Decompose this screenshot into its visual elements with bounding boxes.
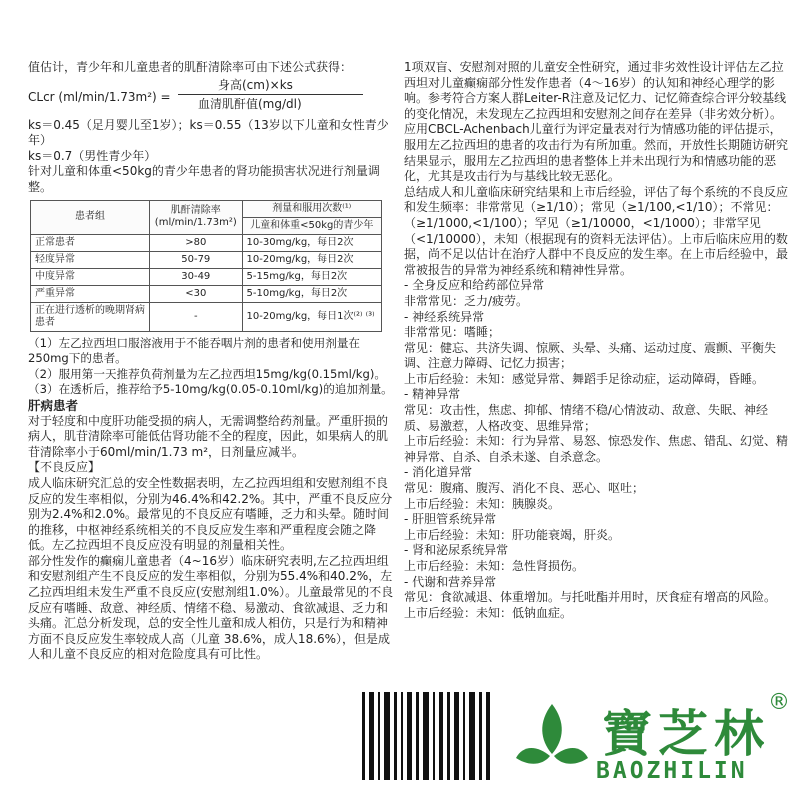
section-psychiatric-item: 上市后经验：未知：行为异常、易怒、惊恐发作、焦虑、错乱、幻觉、精神异常、自杀、自杀未遂、自杀意念。: [404, 434, 789, 464]
footnote-2: （2）服用第一天推荐负荷剂量为左乙拉西坦15mg/kg(0.15ml/kg)。: [28, 366, 386, 381]
brand-name-chinese: 寶芝林: [602, 704, 770, 763]
section-hepatobiliary: - 肝胆管系统异常: [404, 512, 497, 527]
table-header-clearance: 肌酐清除率 (ml/min/1.73m²): [150, 200, 243, 234]
table-row: [31, 285, 382, 302]
section-metabolic-item: 上市后经验：未知：低钠血症。: [404, 605, 573, 620]
table-row: [31, 268, 382, 285]
dose-adjust-text: 针对儿童和体重<50kg的青少年患者的肾功能损害状况进行剂量调整。: [28, 164, 380, 194]
table-row: [31, 302, 382, 331]
formula-lhs: CLcr (ml/min/1.73m²) =: [28, 89, 171, 104]
section-psychiatric-item: 常见：攻击性，焦虑、抑郁、情绪不稳/心情波动、敌意、失眠、神经质、易激惹，人格改变、思维异常；: [404, 403, 769, 433]
table-cell-dose: 5-15mg/kg，每日2次: [242, 268, 381, 285]
registered-mark: ®: [768, 690, 790, 715]
adverse-heading: 【不良反应】: [28, 460, 101, 475]
right-paragraph-1: 1项双盲、安慰剂对照的儿童安全性研究，通过非劣效性设计评估左乙拉西坦对儿童癫痫部分性发作患者（4～16岁）的认知和神经心理学的影响。参考符合方案人群Leiter-R注意及记忆力、记忆筛查综合评分较基线的变化情况，未发现左乙拉西坦和安慰剂之间存在差异（非劣效分析）。应用CBCL-Achenbach儿童行为评定量表对行为情感功能的评估提示，服用左乙拉西坦的患者的攻击行为有所加重。然而，开放性长期随访研究结果显示，服用左乙拉西坦的患者整体上并未出现行为和情感功能的恶化，尤其是攻击行为与基线比较无恶化。: [404, 60, 789, 184]
adverse-paragraph-1: 成人临床研究汇总的安全性数据表明，左乙拉西坦组和安慰剂组不良反应的发生率相似，分别为46.4%和42.2%。其中，严重不良反应分别为2.4%和2.0%。最常见的不良反应有嗜睡，乏力和头晕。随时间的推移，中枢神经系统相关的不良反应发生率和严重程度会随之降低。左乙拉西坦不良反应没有明显的剂量相关性。: [28, 475, 393, 553]
brand-logo: [510, 686, 800, 796]
liver-heading: 肝病患者: [28, 397, 79, 413]
table-cell-dose: 5-10mg/kg，每日2次: [242, 285, 381, 302]
renal-dose-table: [30, 200, 382, 332]
left-column: [28, 60, 398, 663]
table-cell-dose: 10-30mg/kg，每日2次: [242, 234, 381, 251]
table-row: [31, 251, 382, 268]
liver-text: 对于轻度和中度肝功能受损的病人，无需调整给药剂量。严重肝损的病人，肌苷清除率可能低估肾功能不全的程度，因此，如果病人的肌苷清除率小于60ml/min/1.73 m²，日剂量应减半。: [28, 413, 389, 459]
table-cell-clearance: <30: [150, 285, 243, 302]
section-renal: - 肾和泌尿系统异常: [404, 543, 509, 558]
table-cell-group: 轻度异常: [31, 251, 150, 268]
section-nervous-item: 上市后经验：未知：感觉异常、舞蹈手足徐动症，运动障碍，昏睡。: [404, 371, 765, 386]
section-hepatobiliary-item: 上市后经验：未知：肝功能衰竭，肝炎。: [404, 527, 621, 542]
formula-numerator: 身高(cm)×ks: [218, 77, 293, 92]
table-cell-clearance: 50-79: [150, 251, 243, 268]
section-renal-item: 上市后经验：未知：急性肾损伤。: [404, 559, 585, 573]
section-digestive-item: 常见：腹痛、腹泻、消化不良、恶心、呕吐；: [404, 481, 645, 496]
table-header-group: 患者组: [31, 200, 150, 234]
section-metabolic-item: 常见：食欲减退、体重增加。与托吡酯并用时，厌食症有增高的风险。: [404, 590, 777, 605]
section-metabolic: - 代谢和营养异常: [404, 574, 497, 589]
formula-denominator: 血清肌酐值(mg/dl): [198, 96, 302, 111]
section-digestive: - 消化道异常: [404, 465, 473, 480]
section-nervous-item: 非常常见：嗜睡；: [404, 325, 501, 340]
footnote-3: （3）在透析后，推荐给予5-10mg/kg(0.05-0.10ml/kg)的追加剂量。: [28, 382, 393, 397]
barcode-image: [362, 692, 492, 780]
table-cell-group: 严重异常: [31, 285, 150, 302]
right-paragraph-2: 总结成人和儿童临床研究结果和上市后经验，评估了每个系统的不良反应和发生频率：非常常见（≥1/10）；常见（≥1/100,<1/10）；不常见：（≥1/1000,<1/100）；罕见（≥1/10000，<1/1000）；非常罕见（<1/10000），未知（根据现有的资料无法评估）。上市后临床应用的数据，尚不足以估计在治疗人群中不良反应的发生率。在上市后经验中，最常被报告的异常为神经系统和精神性异常。: [404, 184, 789, 277]
table-cell-group: 中度异常: [31, 268, 150, 285]
ks-line-2: ks＝0.7（男性青少年）: [28, 148, 157, 163]
adverse-paragraph-2: 部分性发作的癫痫儿童患者（4~16岁）临床研究表明,左乙拉西坦组和安慰剂组产生不良反应的发生率相似，分别为55.4%和40.2%，左乙拉西坦组未发生严重不良反应(安慰剂组1.0%）。儿童最常见的不良反应有嗜睡、敌意、神经质、情绪不稳、易激动、食欲减退、乏力和头痛。汇总分析发现，总的安全性儿童和成人相仿，只是行为和精神方面不良反应发生率较成人高（儿童 38.6%，成人18.6%），但是成人和儿童不良反应的相对危险度具有可比性。: [28, 553, 394, 662]
clcr-formula: [28, 78, 398, 118]
table-cell-clearance: >80: [150, 234, 243, 251]
section-nervous-item: 常见：健忘、共济失调、惊厥、头晕、头痛、运动过度、震颤、平衡失调、注意力障碍、记忆力损害；: [404, 340, 777, 371]
ks-line-1: ks＝0.45（足月婴儿至1岁）；ks＝0.55（13岁以下儿童和女性青少年）: [28, 117, 389, 148]
section-psychiatric: - 精神异常: [404, 387, 461, 402]
table-cell-group: 正常患者: [31, 234, 150, 251]
section-digestive-item: 上市后经验：未知：胰腺炎。: [404, 496, 561, 511]
table-cell-dose: 10-20mg/kg，每日1次⁽²⁾ ⁽³⁾: [242, 302, 381, 331]
table-cell-dose: 10-20mg/kg，每日2次: [242, 251, 381, 268]
table-header-dose-sub: 儿童和体重<50kg的青少年: [242, 217, 381, 234]
table-cell-clearance: -: [150, 302, 243, 331]
table-header-dose: 剂量和服用次数⁽¹⁾: [242, 200, 381, 217]
section-general: - 全身反应和给药部位异常: [404, 278, 545, 293]
leaf-logo-icon: [514, 696, 590, 776]
table-row: [31, 234, 382, 251]
table-cell-group: 正在进行透析的晚期肾病患者: [31, 302, 150, 331]
right-column: [404, 60, 788, 621]
intro-text: 值估计，青少年和儿童患者的肌酐清除率可由下述公式获得：: [28, 60, 353, 74]
table-cell-clearance: 30-49: [150, 268, 243, 285]
footnote-1: （1）左乙拉西坦口服溶液用于不能吞咽片剂的患者和使用剂量在250mg下的患者。: [28, 335, 361, 366]
section-general-item: 非常常见：乏力/疲劳。: [404, 293, 529, 308]
formula-fraction-bar: [178, 94, 363, 95]
section-nervous: - 神经系统异常: [404, 309, 485, 324]
brand-name-english: BAOZHILIN: [596, 758, 748, 784]
